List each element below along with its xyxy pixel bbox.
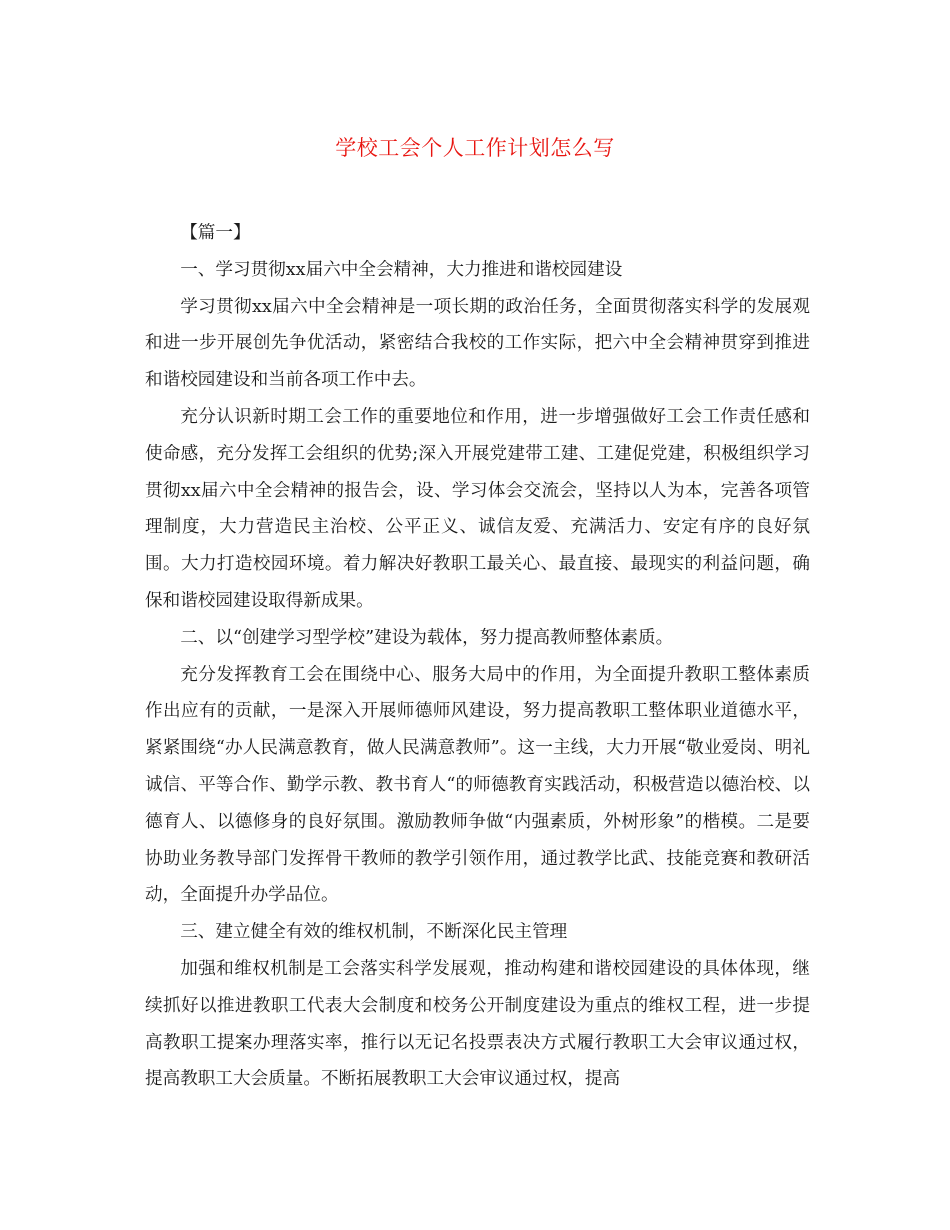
paragraph: 学习贯彻xx届六中全会精神是一项长期的政治任务，全面贯彻落实科学的发展观和进一步开展创先争优活动，紧密结合我校的工作实际，把六中全会精神贯穿到推进和谐校园建设和当前各项工作中去。: [145, 296, 810, 391]
paragraph: 充分发挥教育工会在围绕中心、服务大局中的作用，为全面提升教职工整体素质作出应有的贡献，一是深入开展师德师风建设，努力提高教职工整体职业道德水平，紧紧围绕“办人民满意教育，做人民满意教师”。这一主线，大力开展“敬业爱岗、明礼诚信、平等合作、勤学示教、教书育人“的师德教育实践活动，积极营造以德治校、以德育人、以德修身的良好氛围。激励教师争做“内强素质，外树形象”的楷模。二是要协助业务教导部门发挥骨干教师的教学引领作用，通过教学比武、技能竞赛和教研活动，全面提升办学品位。: [145, 664, 810, 906]
section-heading-3: 三、建立健全有效的维权机制，不断深化民主管理: [180, 922, 568, 943]
section-heading-2: 二、以“创建学习型学校”建设为载体，努力提高教师整体素质。: [180, 627, 674, 648]
paragraph: 充分认识新时期工会工作的重要地位和作用，进一步增强做好工会工作责任感和使命感，充分发挥工会组织的优势;深入开展党建带工建、工建促党建，积极组织学习贯彻xx届六中全会精神的报告会，设、学习体会交流会，坚持以人为本，完善各项管理制度，大力营造民主治校、公平正义、诚信友爱、充满活力、安定有序的良好氛围。大力打造校园环境。着力解决好教职工最关心、最直接、最现实的利益问题，确保和谐校园建设取得新成果。: [145, 406, 810, 611]
document-body: [145, 215, 810, 1098]
section-heading-1: 一、学习贯彻xx届六中全会精神，大力推进和谐校园建设: [180, 259, 623, 280]
paragraph: 加强和维权机制是工会落实科学发展观，推动构建和谐校园建设的具体体现，继续抓好以推进教职工代表大会制度和校务公开制度建设为重点的维权工程，进一步提高教职工提案办理落实率，推行以无记名投票表决方式履行教职工大会审议通过权，提高教职工大会质量。不断拓展教职工大会审议通过权，提高: [145, 958, 810, 1090]
section-label: 【篇一】: [180, 223, 251, 243]
document-title: 学校工会个人工作计划怎么写: [335, 136, 615, 160]
